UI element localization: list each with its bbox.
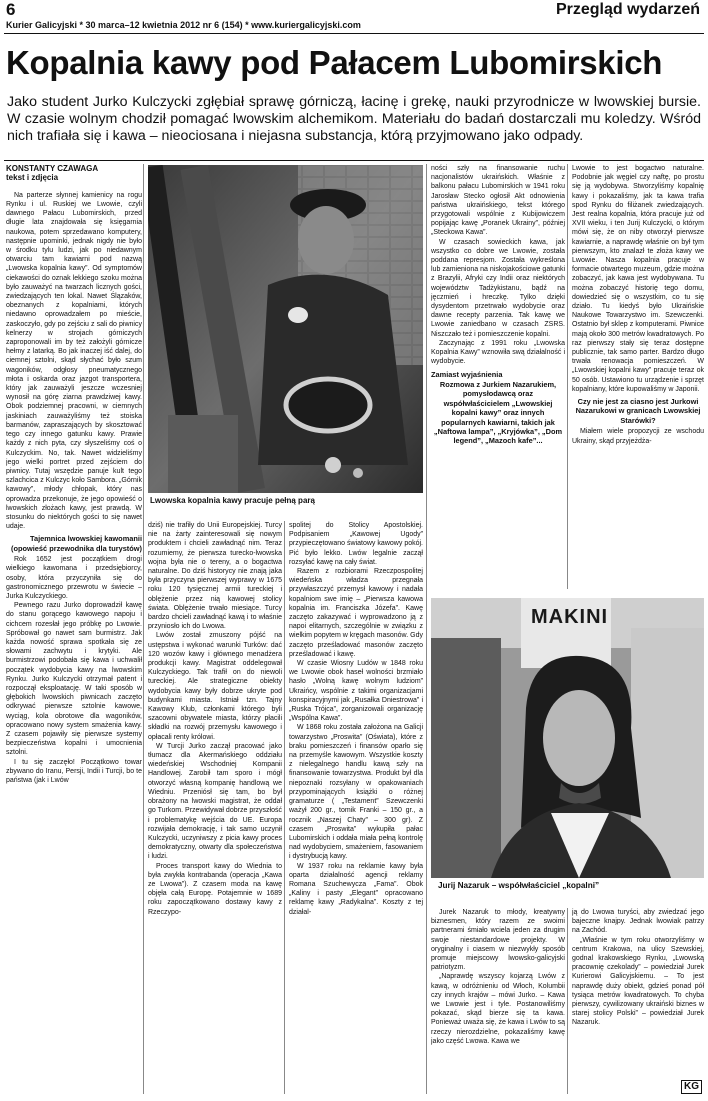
photo-coffee-mine [148, 165, 423, 493]
photo-caption: Jurij Nazaruk – współwłaściciel „kopalni” [438, 881, 600, 890]
column-divider [143, 164, 144, 1094]
column-1 [6, 164, 142, 1099]
column-2 [148, 521, 282, 1099]
paragraph: I tu się zaczęło! Początkowo towar zbywano do Iranu, Persji, Indii i Turcji, bo te państwa (jak i Lwów [6, 758, 142, 785]
portrait-photo-illustration [431, 598, 704, 878]
paragraph: ności szły na finansowanie ruchu nacjonalistów ukraińskich. Właśnie z balkonu pałacu Lubomirskich w 1941 roku Jarosław Stecko ogłosił Akt odnowienia państwa ukraińskiego, tekst którego przygotowali wspólnie z Kubijowiczem popijając kawę „Poranek Ukrainy”, później „Steckowa Kawa”. [431, 165, 565, 237]
paragraph: Miałem wiele propozycji ze wschodu Ukrainy, skąd przyjeżdża- [572, 428, 704, 445]
interview-question: Czy nie jest za ciasno jest Jurkowi Nazarukowi w granicach Lwowskiej Starówki? [575, 397, 701, 425]
paragraph: Na parterze słynnej kamienicy na rogu Rynku i ul. Ruskiej we Lwowie, czyli dawnego Pałacu Lubomirskich, przed długie lata znajdowała się księgarnia naukowa, potem sprzedawano komputery, następnie upominki, jednak nigdy nie było w środku tylu ludzi, jak po niedawnym otwarciu tam kawiarni pod nazwą „Lwowska kopalnia kawy”. Od symptomów ciekawości do oznak lekkiego szoku można było zauważyć na twarzach licznych gości, zwiedzających ten lokal. Nawet Ślązaków, obeznanych z kopalniami, których niedawno oprowadzałem po mieście, zaskoczyło, gdy po zejściu z sali do piwnicy kelnerzy w strojach górniczych zaproponowali im by też założyli górnicze hełmy z latarką. Bo jak inaczej iść dalej, do ciemnej sztolni, skąd słychać było szum wagoników, odgłosy pneumatycznego młota i oskarda oraz jazgot transportera, który jak zauważyli jeszcze wczesniej wynosił na górę ziarna prawdziwej kawy. Obok podziemnej pracowni, w ciemnych jaskiniach zauważyliśmy też stoiska barmanów, zapraszających by skosztować tego czy innego gatunku kawy. Prawie każdy z nich pyta, czy słyszeliśmy coś o Kulczyckim. No, tak. Nawet widzieliśmy jego wielki portret przed zejściem do piwnicy. Tutaj wszędzie panuje kult tego szlachcica z Kulczyc koło Sambora. „Górnik kawowy”, młody chłopak, który nas oprowadza przekonuje, że jego opowieść o lwowskich złożach kawy, jest prawdą. W stosunku do niektórych gości to się nawet udaje. [6, 191, 142, 531]
paragraph: Lwów został zmuszony pójść na ustępstwa i wykonać warunki Turków: dać 120 wozów kawy i głównego menadżera produkcji kawy. Magistrat oddelegował Kulczyckiego. Tak trafił on do niewoli tureckiej. Ale strategiczne obiekty wydobycia kawy były dobrze ukryte pod budynkami miasta. Istniał tzn. Tajny Kawowy Klub, członkami którego byli szacowni obywatele miasta, którzy płacili składki na rozwój przemysłu kawowego i opłacali renty królowi. [148, 632, 282, 741]
paragraph: W 1937 roku na reklamie kawy była oparta działalność agencji reklamy Romana Szuchewycza „Fama”. Obok „Kaliny i pasty „Elegant” opracowano reklamę kawy „Radykalna”. Koszty z tej działal- [289, 862, 423, 916]
column-5-bottom [572, 908, 704, 1078]
header-rule [4, 33, 704, 34]
interview-question: Rozmowa z Jurkiem Nazarukiem, pomysłodawcą oraz współwłaścicielem „Lwowskiej kopalni kawy” oraz innych popularnych kawiarni, takich jak „Naftowa lampa”, „Kryjówka”, „Dom legend”, „Mazoch kafe”... [433, 379, 563, 446]
photo-caption: Lwowska kopalnia kawy pracuje pełną parą [150, 496, 315, 505]
column-4-bottom [431, 908, 565, 1096]
author-role: tekst i zdjęcia [6, 173, 59, 183]
paragraph: Rok 1652 jest początkiem drogi wielkiego kawomana i przedsiębiorcy, osoby, która przyczyniła się do gastronomicznego przewrotu w świecie – Jurka Kulczyckiego. [6, 556, 142, 600]
article-lead: Jako student Jurko Kulczycki zgłębiał sprawę górniczą, łacinę i grekę, nauki przyrodnicze w lwowskiej bursie. W czasie wolnym chodził pomagać lwowskim alchemikom. Materiału do badań dostarczali mu koledzy. Wśród nich trafiała się i kawa – nieociosana i niejasna substancja, którą przyjmowano jako odpady. [7, 94, 701, 144]
author-name: KONSTANTY CZAWAGA [6, 164, 99, 173]
paragraph: W czasach sowieckich kawa, jak wszystko co dobre we Lwowie, została poddana represjom. Została wykreślona lub zamieniona na niskojakościowe gatunki z Brazylii, Afryki czy Indii oraz niektórych województw Tadżykistanu, bądź na jęczmień i hreczkę. Tylko dzięki dysydentom przetrwało wydobycie oraz dawne recepty parzenia. Tak kawę we Lwowie zaniedbano w czasach ZSRS. Niszczało też i pomieszczenie kopalni. [431, 238, 565, 338]
miner-photo-illustration [148, 165, 423, 493]
column-divider [426, 164, 427, 1094]
paragraph: spolitej do Stolicy Apostolskiej. Podpisaniem „Kawowej Ugody” przypieczętowano światowy kawowy pokój. Pić było lekko. Lwów legalnie zaczął rozsyłać kawę na cały świat. [289, 522, 423, 566]
paragraph: W 1868 roku została założona na Galicji towarzystwo „Proswita” (Oświata), które z braku pomieszczeń i finansów oparło się na przemyśle kawowym. Wszystkie koszty z nielegalnego handlu kawą szły na finansowanie towarzystwa. Produkt był dla niepoznaki rozsyłany w opakowaniach przypominających książki o różnej gramaturze ( „Testament” Szewczenki ważył 200 gr., tomik Franki – 150 gr., a rocznik „Naszej Chaty” – 300 gr). Z czasem „Proswita” wykupiła pałac Lubomirskich i oddała miała pełną kontrolę nad wydobyciem, smażeniem, fasowaniem i dystrybucją kawy. [289, 724, 423, 861]
column-divider [567, 908, 568, 1094]
paragraph: Proces transport kawy do Wiednia to była zwykła kontrabanda (operacja „Kawa ze Lwowa”). Z czasem moda na kawę objęła całą Europę. Potajemnie w 1689 roku zapoczątkowano dostawy kawy z Rzeczypo- [148, 862, 282, 916]
paragraph: W czasie Wiosny Ludów w 1848 roku we Lwowie obok haseł wolności brzmiało hasło „Wolną kawę wolnym ludziom” Ukraińcy, wspólnie z takimi organizacjami konspiracyjnymi jak „Rusałka Dniestrowa” i „Ruska Trójca”, zorganizowali organizację „Wspólna Kawa”. [289, 660, 423, 723]
column-5 [572, 164, 704, 596]
lead-rule [4, 160, 704, 161]
article-title: Kopalnia kawy pod Pałacem Lubomirskich [6, 44, 663, 81]
paragraph: Zaczynając z 1991 roku „Lwowska Kopalnia Kawy” wznowiła swą działalność i wydobycie. [431, 339, 565, 366]
column-4 [431, 164, 565, 596]
wall-sign: MAKINI [531, 606, 609, 628]
masthead: Kurier Galicyjski * 30 marca–12 kwietnia 2012 nr 6 (154) * www.kuriergalicyjski.com [6, 20, 361, 30]
column-3 [289, 521, 423, 1099]
paragraph: Pewnego razu Jurko doprowadził kawę do stanu gorącego kawowego napoju i cichcem rozesłał jego próbkę po Lwowie. Spróbował go nawet sam burmistrz. Jak każda nowość sprawa spotkała się ze słowami zachwytu i krytyki. Ale burmistrzowi podobała się kawa i uchwalił początek wydobycia kawy na lwowskim Rynku. Jurko Kulczycki otrzymał patent i rozpoczął eksploatację. W taki sposób w głębokich lwowskich piwnicach zaczęto odkrywać pierwsze sztolnie kawowe, wyciąg, kola obrotowe dla wagoników, opracowano nowy system smażenia kawy. Z czasem pojawiły się pierwsze systemy bezpieczeństwa kopalni i umocnienia sztolni. [6, 602, 142, 757]
paragraph: Jurek Nazaruk to młody, kreatywny biznesmen, który razem ze swoimi partnerami śmiało wciela jeden za drugim swoje niestandardowe projekty. W oryginalny i ciasem w niezwykły sposób promuje miejscowy lwowsko-galicyjski patriotyzm. [431, 909, 565, 972]
paragraph: ją do Lwowa turyści, aby zwiedzać jego bajeczne knajpy. Jednak lwowiak patrzy na Zachód. [572, 909, 704, 935]
paragraph: W Turcji Jurko zaczął pracować jako tłumacz dla Akermańskiego oddziału wiedeńskiej Wschodniej Kompanii Handlowej. Zarobił tam sporo i mógł otworzyć własną kompanię handlową we Wiedniu. Przeniósł się tam, bo był obrażony na lwowski magistrat, że oddał go Turkom. Przewidywał dobrze przyszłość i problematykę wejścia do UE. Europa rozwijała demokrację, i tak samo uczynił Kulczycki, uczyniwszy z picia kawy proces demokratyczny, otwarty dla społeczeństwa i ludzi. [148, 742, 282, 861]
end-mark: KG [681, 1080, 702, 1094]
page-number: 6 [6, 0, 16, 19]
paragraph: „Właśnie w tym roku otworzyliśmy w centrum Krakowa, na ulicy Szewskiej, godnal krakowskiego Rynku, „Lwowską pracownię czekolady” – powiedział Jurek Kurierowi Galicyjskiemu. – To jest naprawdę duży obiekt, gdzieś ponad pół tysiąca metrów kwadratowych. To chyba pierwszy, cywilizowany ukraiński biznes w starej stolicy Polski” – powiedział Jurek Nazaruk. [572, 936, 704, 1027]
paragraph: Lwowie to jest bogactwo naturalne. Podobnie jak węgiel czy naftę, po prostu się ją wydobywa. Stworzyliśmy kopalnię kawy i pokazaliśmy, jak ta kawa trafia spod Rynku do filiżanek zwiedzających. Jest realna kopalnia, która pracuje już od XVII wieku, i ten Jurij Kulczycki, o którym mówi się, że on niby otworzył pierwsze kawiarnie, a naprawdę właśnie on był tym pierwszym, kto znalazł te złoża kawy we Lwowie. Nasza kopalnia pracuje w formacie otwartego muzeum, gdzie można zobaczyć, jak kawa jest wydobywana. Tu można zobaczyć historię tego domu, dowiedzieć się o wszystkim, co tu się działo. Tu kiedyś było Ukraińskie Naukowe Towarzystwo im. Szewczenki. Ostatnio był sklep z komputerami. Piwnice mają około 300 metrów kwadratowych. Po raz pierwszy stały się teraz dostępne publicznie, tak samo parter. Bardzo długo trwała renowacja pomieszczeń. W „Lwowskiej kopalni kawy” pracuje teraz ok 50 osób. Ustawiono tu urządzenie i sprzęt kopalniany, które kupowaliśmy w Japonii. [572, 165, 704, 393]
paragraph: dziś) nie trafiły do Unii Europejskiej. Turcy nie na żarty zainteresowali się nowym produktem i chcieli zawładnąć nim. Teraz rozumiemy, że pierwsza turecko-lwowska wojna była nie o tereny, a o bogactwa naturalne. Do dziś historycy nie znają jaka była przyczyna pierwszej wyprawy w 1675 roku 120 tysięcznej armii tureckiej i oblężenie przez nią kawowej stolicy świata. Oblężenie trwało miesiące. Turcy bardzo chcieli zawładnąć kawą i to właśnie przyniosło ich do Lwowa. [148, 522, 282, 631]
paragraph: „Naprawdę wszyscy kojarzą Lwów z kawą, w odróżnieniu od Włoch, Kolumbii czy innych krajów – mówi Jurko. – Kawa we Lwowie jest i tyle. Postanowiliśmy pokazać, skąd bierze się ta kawa. Ponieważ uważa się, że kawa i Lwów to są rzeczy nierozdzielne, pokazaliśmy kawę jako część Lwowa. Kawa we [431, 973, 565, 1045]
paragraph: Razem z rozbiorami Rzeczpospolitej wiedeńska władza przegnała przywłaszczyć przemysł kawowy i nadała kopalniom swe imię – „Pierwsza kawowa kopalnia im. Franciszka Józefa”. Kawę zaczęto zakazywać i wyprowadzono ją z napoi elitarnych, szczególnie w związku z wielkim popytem w kręgach masonów. Gdy zaczęto prześladować masonów zaczęto prześladować i kawę. [289, 568, 423, 658]
subheading: Tajemnica lwowskiej kawomanii (opowieść przewodnika dla turystów) [11, 534, 142, 553]
column-divider [567, 164, 568, 589]
section-title: Przegląd wydarzeń [555, 1, 700, 18]
subheading: Zamiast wyjaśnienia [431, 370, 503, 380]
photo-portrait [431, 598, 704, 878]
column-divider [284, 521, 285, 1094]
